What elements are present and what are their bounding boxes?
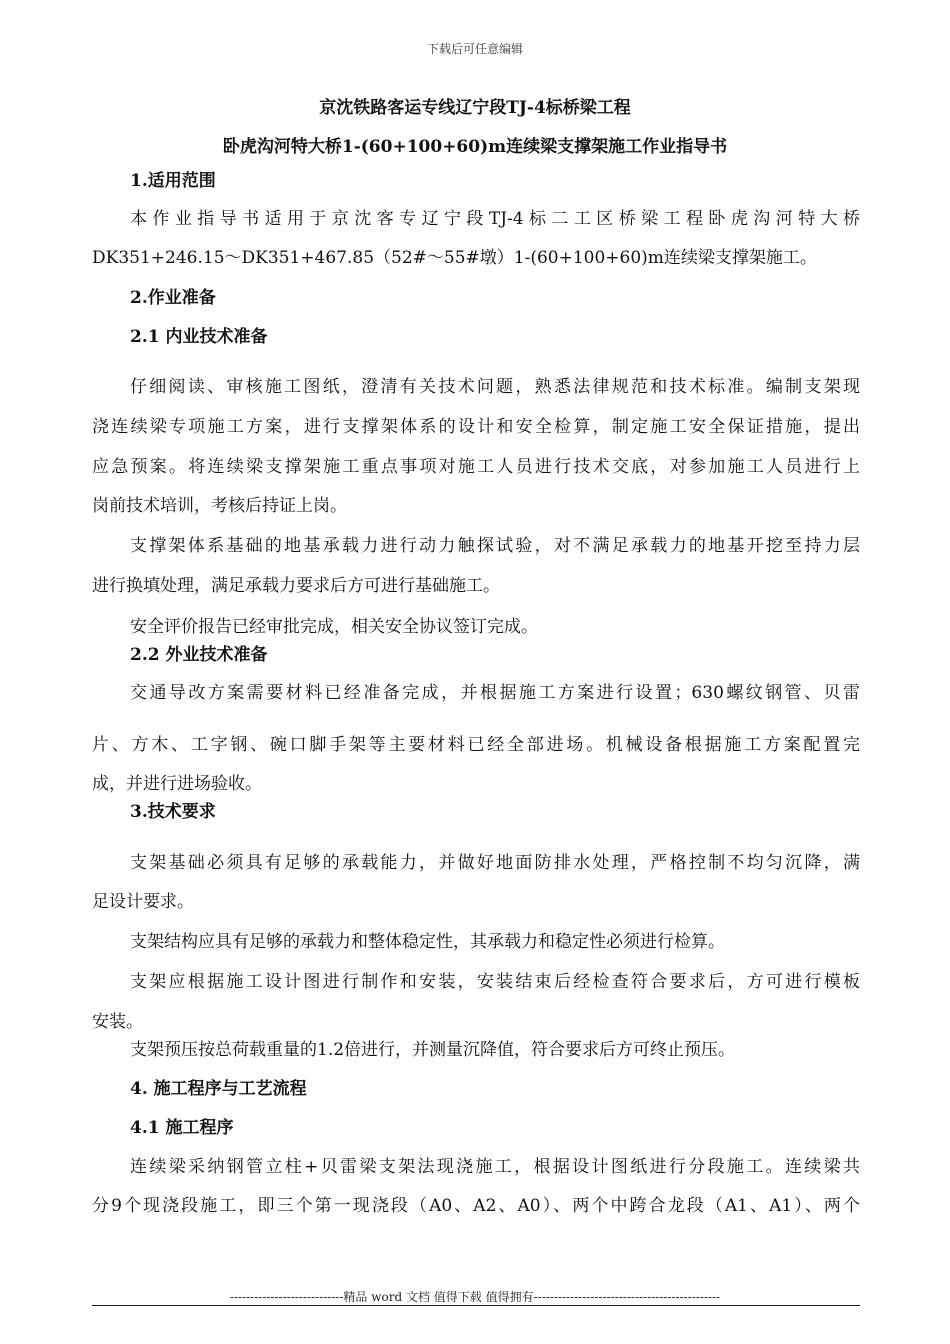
- paragraph-line: 成，并进行进场验收。: [92, 774, 262, 794]
- paragraph-line: 支架应根据施工设计图进行制作和安装，安装结束后经检查符合要求后，方可进行模板: [130, 972, 860, 992]
- section-2-1-heading: 2.1 内业技术准备: [130, 327, 268, 347]
- footer-divider: [92, 1305, 860, 1306]
- paragraph-line: 应急预案。将连续梁支撑架施工重点事项对施工人员进行技术交底，对参加施工人员进行上: [92, 457, 860, 477]
- paragraph-line: 分9个现浇段施工，即三个第一现浇段（A0、A2、A0）、两个中跨合龙段（A1、A1）、两个: [92, 1196, 860, 1216]
- paragraph-line: 支架结构应具有足够的承载力和整体稳定性，其承载力和稳定性必须进行检算。: [130, 932, 725, 952]
- paragraph-line: 交通导改方案需要材料已经准备完成，并根据施工方案进行设置；630螺纹钢管、贝雷: [130, 683, 860, 703]
- paragraph-line: 浇连续梁专项施工方案，进行支撑架体系的设计和安全检算，制定施工安全保证措施，提出: [92, 417, 860, 437]
- paragraph-line: 支架预压按总荷载重量的1.2倍进行，并测量沉降值，符合要求后方可终止预压。: [130, 1040, 736, 1060]
- paragraph-line: DK351+246.15～DK351+467.85（52#～55#墩）1-(60+100+60)m连续梁支撑架施工。: [92, 248, 817, 268]
- paragraph-line: 仔细阅读、审核施工图纸，澄清有关技术问题，熟悉法律规范和技术标准。编制支架现: [130, 377, 860, 397]
- header-note: 下载后可任意编辑: [426, 42, 523, 56]
- section-2-2-heading: 2.2 外业技术准备: [130, 645, 268, 665]
- document-title-line2: 卧虎沟河特大桥1-(60+100+60)m连续梁支撑架施工作业指导书: [222, 137, 728, 157]
- paragraph-line: 支撑架体系基础的地基承载力进行动力触探试验，对不满足承载力的地基开挖至持力层: [130, 536, 860, 556]
- paragraph-line: 足设计要求。: [92, 892, 194, 912]
- paragraph-line: 安全评价报告已经审批完成，相关安全协议签订完成。: [130, 617, 538, 637]
- paragraph-line: 本作业指导书适用于京沈客专辽宁段TJ-4标二工区桥梁工程卧虎沟河特大桥: [130, 209, 860, 229]
- paragraph-line: 岗前技术培训，考核后持证上岗。: [92, 496, 347, 516]
- section-3-heading: 3.技术要求: [130, 802, 216, 822]
- paragraph-line: 进行换填处理，满足承载力要求后方可进行基础施工。: [92, 576, 500, 596]
- section-4-heading: 4. 施工程序与工艺流程: [130, 1079, 307, 1099]
- paragraph-line: 片、方木、工字钢、碗口脚手架等主要材料已经全部进场。机械设备根据施工方案配置完: [92, 735, 860, 755]
- section-1-heading: 1.适用范围: [130, 171, 216, 191]
- document-title-line1: 京沈铁路客运专线辽宁段TJ-4标桥梁工程: [319, 98, 631, 118]
- paragraph-line: 支架基础必须具有足够的承载能力，并做好地面防排水处理，严格控制不均匀沉降，满: [130, 853, 860, 873]
- paragraph-line: 安装。: [92, 1012, 143, 1032]
- footer-text: ----------------------------精品 word 文档 值得下载 值得拥有----------------------------------------------: [229, 1290, 721, 1304]
- section-4-1-heading: 4.1 施工程序: [130, 1118, 234, 1138]
- paragraph-line: 连续梁采纳钢管立柱+贝雷梁支架法现浇施工，根据设计图纸进行分段施工。连续梁共: [130, 1157, 860, 1177]
- section-2-heading: 2.作业准备: [130, 288, 216, 308]
